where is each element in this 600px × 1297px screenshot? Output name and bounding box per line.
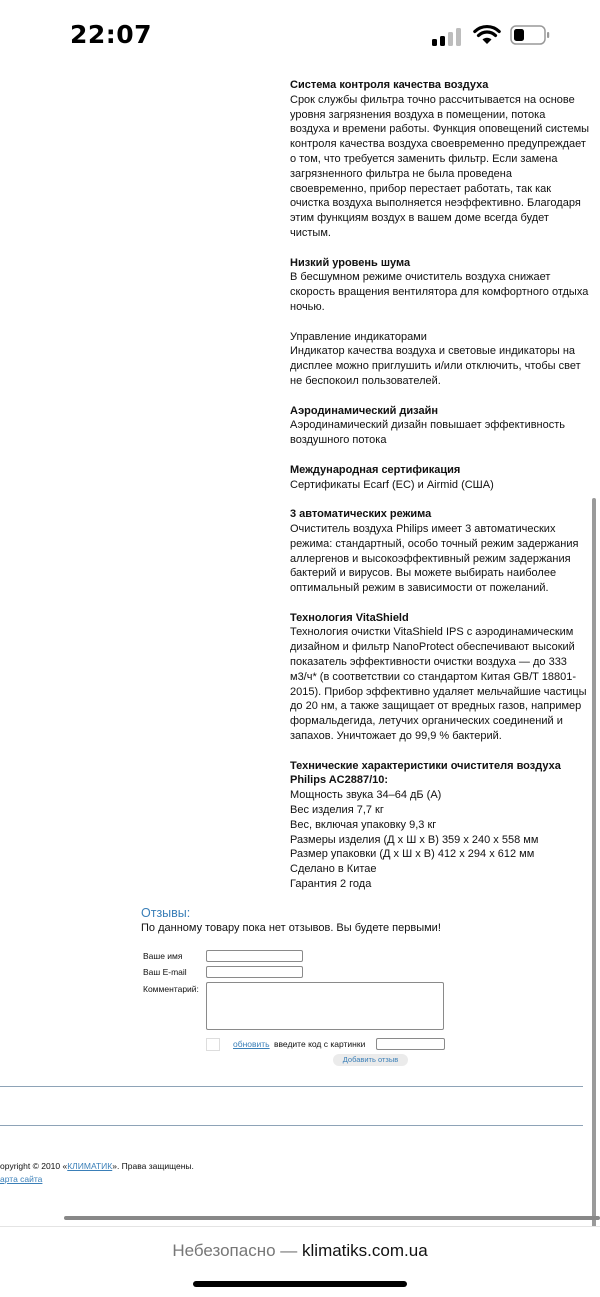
- sitemap-link[interactable]: арта сайта: [0, 1174, 43, 1184]
- text-line: чистым.: [290, 226, 331, 239]
- section-title: Технические характеристики очистителя воздуха: [290, 759, 561, 772]
- spec-line: Размер упаковки (Д x Ш x В) 412 x 294 x 612 мм: [290, 848, 535, 861]
- section-low-noise: [290, 256, 595, 315]
- text-line: показатель эффективности очистки воздуха — до 333: [290, 656, 567, 669]
- address-text[interactable]: [0, 1241, 600, 1261]
- text-line: о том, что требуется заменить фильтр. Если замена: [290, 152, 558, 165]
- submit-review-button[interactable]: Добавить отзыв: [333, 1054, 408, 1066]
- wifi-icon: [473, 24, 501, 46]
- text-line: м3/ч* (в соответствии со стандартом Китая GB/T 18801-: [290, 670, 576, 683]
- text-line: воздушного потока: [290, 434, 387, 447]
- comment-textarea[interactable]: [206, 982, 444, 1030]
- text-line: дизайном и фильтр NanoProtect обеспечивают высокий: [290, 641, 575, 654]
- section-aerodynamic-design: [290, 404, 595, 448]
- text-line: этим функциям воздух в вашем доме всегда будет: [290, 212, 549, 225]
- cellular-signal-icon: [432, 26, 464, 46]
- reviews-empty-note: По данному товару пока нет отзывов. Вы будете первыми!: [141, 922, 441, 934]
- clock-time: 22:07: [70, 20, 153, 49]
- text-line: Очиститель воздуха Philips имеет 3 автоматических: [290, 522, 556, 535]
- spec-line: Сделано в Китае: [290, 863, 377, 876]
- horizontal-scrollbar[interactable]: [64, 1216, 600, 1220]
- section-indicators: [290, 330, 595, 389]
- section-auto-modes: [290, 507, 595, 596]
- text-line: запахов. Уничтожает до 99,9 % бактерий.: [290, 730, 502, 743]
- text-line: оптимальный режим в зависимости от пожеланий.: [290, 582, 549, 595]
- home-indicator[interactable]: [193, 1281, 407, 1287]
- section-title: Аэродинамический дизайн: [290, 404, 439, 417]
- text-line: Сертификаты Ecarf (ЕС) и Airmid (США): [290, 478, 494, 491]
- reviews-section: [141, 905, 561, 935]
- reviews-title: Отзывы:: [141, 906, 191, 920]
- section-title: Система контроля качества воздуха: [290, 79, 489, 91]
- copyright-prefix: opyright © 2010 «: [0, 1161, 68, 1171]
- text-line: дисплее можно приглушить и/или отключить, чтобы свет: [290, 360, 581, 373]
- text-line: не беспокоил пользователей.: [290, 374, 441, 387]
- section-specs: [290, 759, 595, 892]
- section-title: Технология VitaShield: [290, 611, 409, 624]
- text-line: до 20 нм, а также защищает от вредных газов, например: [290, 700, 582, 713]
- domain-label: klimatiks.com.ua: [302, 1241, 428, 1260]
- spec-line: Вес, включая упаковку 9,3 кг: [290, 818, 437, 831]
- section-title: Управление индикаторами: [290, 330, 427, 343]
- spec-line: Мощность звука 34–64 дБ (А): [290, 789, 442, 802]
- text-line: Индикатор качества воздуха и световые индикаторы на: [290, 345, 576, 358]
- email-label: Ваш E-mail: [143, 967, 187, 977]
- captcha-input[interactable]: [376, 1038, 445, 1050]
- section-vitashield: [290, 611, 595, 744]
- text-line: контроля качества воздуха своевременно предупреждает: [290, 138, 586, 151]
- name-input[interactable]: [206, 950, 303, 962]
- insecure-label: Небезопасно —: [172, 1241, 298, 1260]
- captcha-label: введите код с картинки: [274, 1039, 366, 1049]
- brand-link[interactable]: КЛИМАТИК: [67, 1161, 113, 1171]
- text-line: уровня загрязнения воздуха в помещении, потока: [290, 108, 546, 121]
- text-line: загрязненного фильтра не была проведена: [290, 167, 512, 180]
- text-line: скорость вращения вентилятора для комфортного отдыха: [290, 286, 589, 299]
- divider: [0, 1125, 583, 1126]
- browser-address-bar[interactable]: [0, 1226, 600, 1297]
- product-description: [290, 78, 595, 907]
- divider: [0, 1086, 583, 1087]
- email-input[interactable]: [206, 966, 303, 978]
- footer-copyright: [0, 1161, 194, 1171]
- text-line: Технология очистки VitaShield IPS с аэродинамическим: [290, 626, 574, 639]
- section-title-model: Philips AC2887/10:: [290, 774, 389, 787]
- text-line: формальдегида, летучих органических соединений и: [290, 715, 563, 728]
- section-air-quality: [290, 78, 595, 241]
- section-title: Низкий уровень шума: [290, 256, 411, 269]
- vertical-scrollbar[interactable]: [592, 498, 596, 1236]
- text-line: воздуха и времени работы. Функция оповещений системы: [290, 123, 590, 136]
- name-label: Ваше имя: [143, 951, 183, 961]
- status-bar: [0, 0, 600, 72]
- text-line: режима: стандартный, особо точный режим задержания: [290, 537, 579, 550]
- captcha-refresh-link[interactable]: обновить: [233, 1039, 270, 1049]
- section-title: 3 автоматических режима: [290, 508, 432, 521]
- text-line: Аэродинамический дизайн повышает эффективность: [290, 419, 566, 432]
- text-line: Срок службы фильтра точно рассчитывается на основе: [290, 93, 575, 106]
- section-title: Международная сертификация: [290, 463, 461, 476]
- text-line: своевременно, прибор перестает работать, так как: [290, 182, 552, 195]
- spec-line: Гарантия 2 года: [290, 878, 372, 891]
- section-certification: [290, 463, 595, 493]
- text-line: очистка воздуха выполняется неэффективно. Благодаря: [290, 197, 581, 210]
- text-line: 2015). Прибор эффективно удаляет мельчайшие частицы: [290, 685, 587, 698]
- text-line: бактерий и вирусов. Вы можете выбирать наиболее: [290, 567, 557, 580]
- spec-line: Вес изделия 7,7 кг: [290, 804, 384, 817]
- captcha-image: [206, 1038, 220, 1051]
- spec-line: Размеры изделия (Д x Ш x В) 359 x 240 x 558 мм: [290, 833, 539, 846]
- text-line: аллергенов и высокоэффективный режим задержания: [290, 552, 571, 565]
- battery-icon: [510, 24, 550, 46]
- text-line: ночью.: [290, 300, 325, 313]
- copyright-suffix: ». Права защищены.: [112, 1161, 194, 1171]
- comment-label: Комментарий:: [143, 984, 199, 994]
- text-line: В бесшумном режиме очиститель воздуха снижает: [290, 271, 551, 284]
